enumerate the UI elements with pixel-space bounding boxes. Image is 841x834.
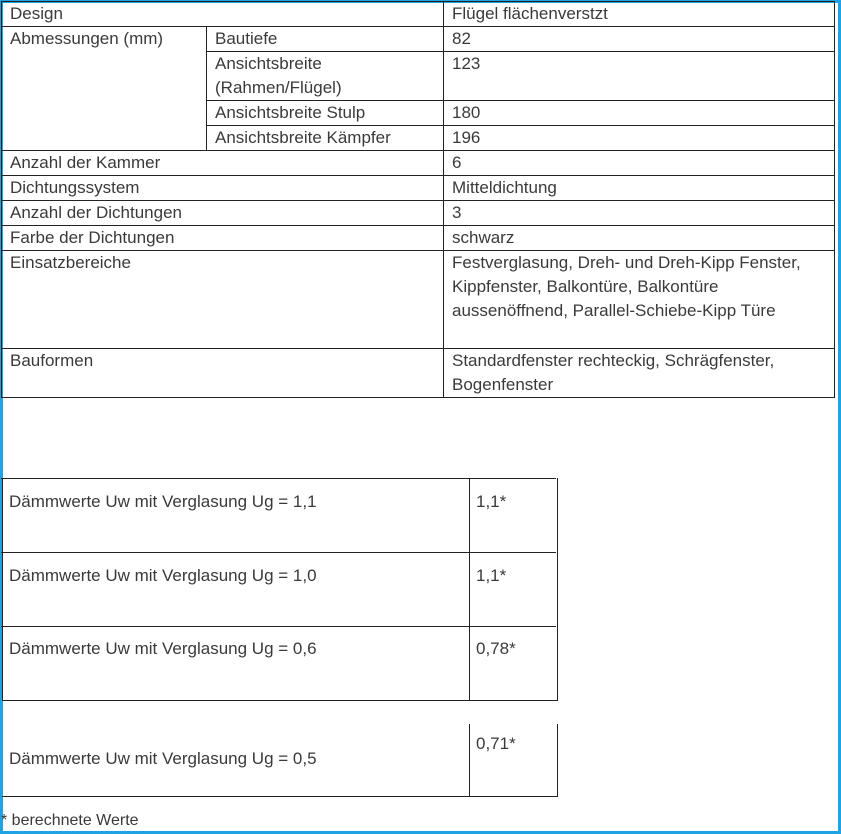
uw-value: 1,1*: [476, 492, 507, 511]
uw-value: 0,78*: [476, 639, 516, 658]
cell-label: Design: [2, 2, 444, 27]
cell-label: Dichtungssystem: [2, 176, 444, 201]
cell-label: Farbe der Dichtungen: [2, 226, 444, 251]
cell-label: Bauformen: [2, 349, 444, 398]
uw-value: 0,71*: [476, 734, 516, 753]
uw-label: Dämmwerte Uw mit Verglasung Ug = 1,0: [9, 566, 317, 585]
uw-border-right-lower: [557, 724, 558, 796]
cell-value: Festverglasung, Dreh- und Dreh-Kipp Fenster, Kippfenster, Balkontüre, Balkontüre aussenöffnend, Parallel-Schiebe-Kipp Türe: [444, 251, 835, 349]
cell-value: 123: [444, 52, 835, 101]
uw-border-bottom: [2, 796, 558, 797]
table-row: [1, 552, 556, 626]
cell-value: 82: [444, 27, 835, 52]
cell-sublabel: Ansichtsbreite Stulp: [207, 101, 444, 126]
cell-value: 6: [444, 151, 835, 176]
cell-sublabel: Bautiefe: [207, 27, 444, 52]
footnote: * berechnete Werte: [1, 812, 139, 829]
cell-value: 3: [444, 201, 835, 226]
uw-label: Dämmwerte Uw mit Verglasung Ug = 0,6: [9, 639, 317, 658]
uw-value: 1,1*: [476, 566, 507, 585]
table-row: [2, 151, 835, 176]
spec-table: [1, 1, 835, 398]
uw-border-middle-lower: [469, 724, 470, 796]
uw-border-left: [2, 478, 3, 700]
cell-label: Abmessungen (mm): [2, 27, 207, 151]
cell-label: Anzahl der Kammer: [2, 151, 444, 176]
cell-sublabel: Ansichtsbreite Kämpfer: [207, 126, 444, 151]
uw-border-middle: [469, 478, 470, 700]
table-row: [2, 349, 835, 398]
cell-label: Anzahl der Dichtungen: [2, 201, 444, 226]
cell-value: 196: [444, 126, 835, 151]
cell-value: schwarz: [444, 226, 835, 251]
cell-sublabel: Ansichtsbreite (Rahmen/Flügel): [207, 52, 444, 101]
table-row: [1, 478, 556, 552]
cell-label: Einsatzbereiche: [2, 251, 444, 349]
table-row: [2, 226, 835, 251]
table-row: [2, 176, 835, 201]
cell-value: Standardfenster rechteckig, Schrägfenster, Bogenfenster: [444, 349, 835, 398]
uw-border-right: [557, 478, 558, 700]
table-row: [2, 251, 835, 349]
uw-border-bottom-upper: [2, 700, 558, 701]
uw-label: Dämmwerte Uw mit Verglasung Ug = 0,5: [9, 749, 317, 768]
cell-value: Mitteldichtung: [444, 176, 835, 201]
table-row: [2, 2, 835, 27]
table-row: [2, 201, 835, 226]
table-row: [2, 27, 835, 52]
cell-value: Flügel flächenverstzt: [444, 2, 835, 27]
table-row: [1, 724, 556, 796]
table-row: [1, 626, 556, 700]
cell-value: 180: [444, 101, 835, 126]
uw-label: Dämmwerte Uw mit Verglasung Ug = 1,1: [9, 492, 317, 511]
